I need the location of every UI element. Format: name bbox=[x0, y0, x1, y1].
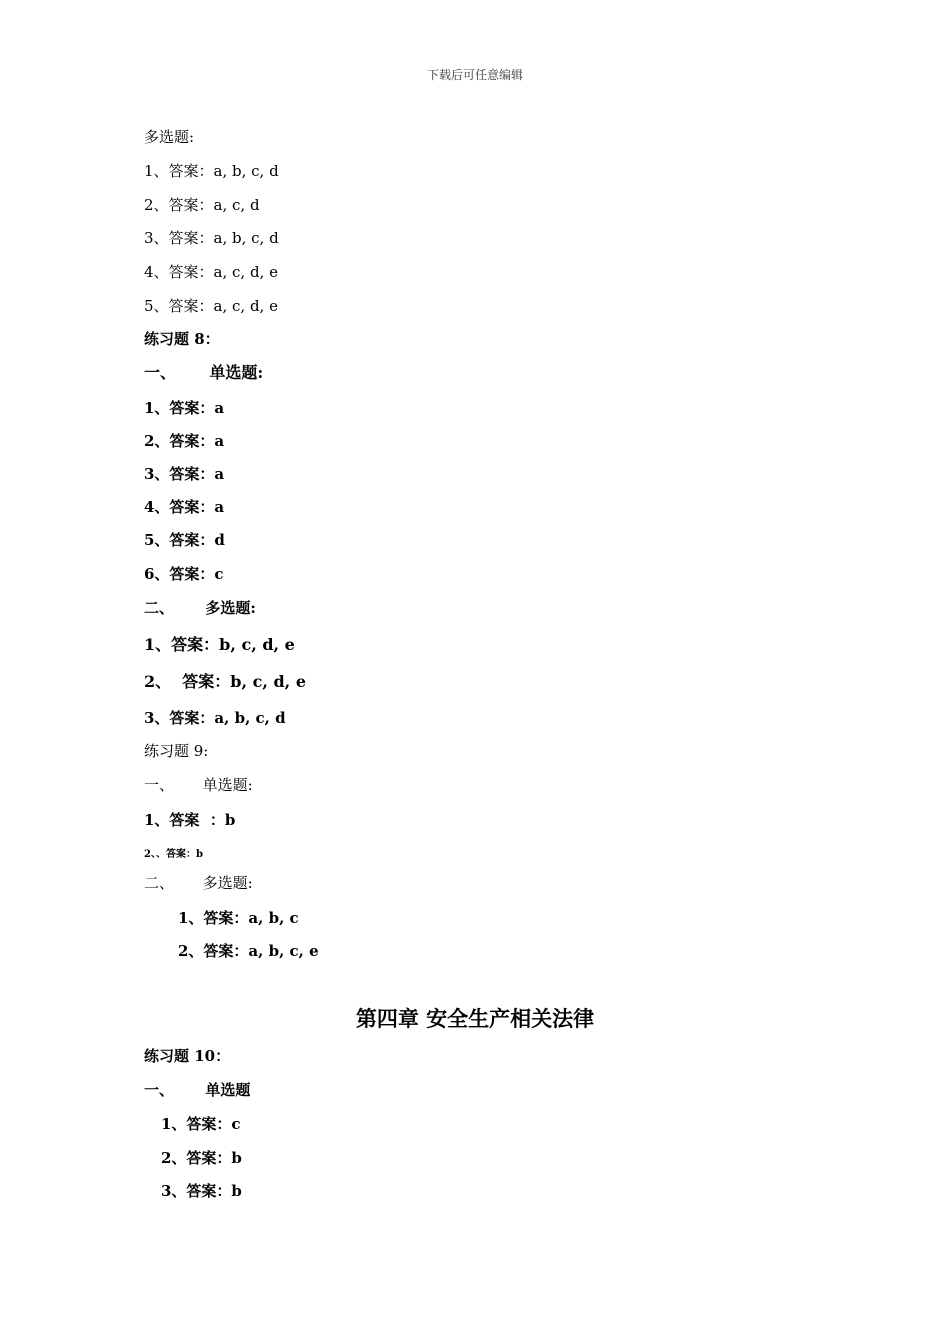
answer-line: 3、答案：a bbox=[144, 465, 225, 483]
answer-line: 2、 答案：b, c, d, e bbox=[144, 672, 306, 691]
answer-line: 2、答案：a bbox=[144, 432, 225, 450]
answer-line: 1、答案：b, c, d, e bbox=[144, 635, 295, 654]
exercise-10-heading: 练习题 10： bbox=[144, 1047, 231, 1065]
exercise-8-heading: 练习题 8： bbox=[144, 330, 220, 348]
section-multiple-choice-heading: 多选题: bbox=[144, 128, 195, 146]
answer-line: 2、答案：a, c, d bbox=[144, 196, 260, 214]
answer-line: 2、、答案：b bbox=[144, 849, 203, 860]
answer-line: 3、答案：a, b, c, d bbox=[144, 709, 286, 727]
answer-line: 4、答案：a, c, d, e bbox=[144, 263, 278, 281]
exercise-9-heading: 练习题 9: bbox=[144, 742, 209, 760]
answer-line: 1、答案：c bbox=[161, 1115, 241, 1133]
answer-line: 2、答案：a, b, c, e bbox=[178, 942, 319, 960]
answer-line: 2、答案：b bbox=[161, 1149, 242, 1167]
multiple-choice-heading: 二、 多选题: bbox=[144, 599, 256, 617]
multiple-choice-heading: 二、 多选题: bbox=[144, 874, 253, 892]
answer-line: 1、答案 ：b bbox=[144, 811, 236, 829]
answer-line: 5、答案：d bbox=[144, 531, 225, 549]
single-choice-heading: 一、 单选题: bbox=[144, 776, 253, 794]
single-choice-heading: 一、 单选题 bbox=[144, 1081, 251, 1099]
chapter-title: 第四章 安全生产相关法律 bbox=[355, 1006, 595, 1031]
answer-line: 5、答案：a, c, d, e bbox=[144, 297, 278, 315]
answer-line: 1、答案：a, b, c, d bbox=[144, 162, 279, 180]
answer-line: 3、答案：b bbox=[161, 1182, 242, 1200]
answer-line: 1、答案：a bbox=[144, 399, 225, 417]
single-choice-heading: 一、 单选题: bbox=[144, 363, 264, 382]
answer-line: 4、答案：a bbox=[144, 498, 225, 516]
answer-line: 6、答案：c bbox=[144, 565, 224, 583]
answer-line: 1、答案：a, b, c bbox=[178, 909, 299, 927]
answer-line: 3、答案：a, b, c, d bbox=[144, 229, 279, 247]
page-header: 下载后可任意编辑 bbox=[426, 68, 523, 82]
